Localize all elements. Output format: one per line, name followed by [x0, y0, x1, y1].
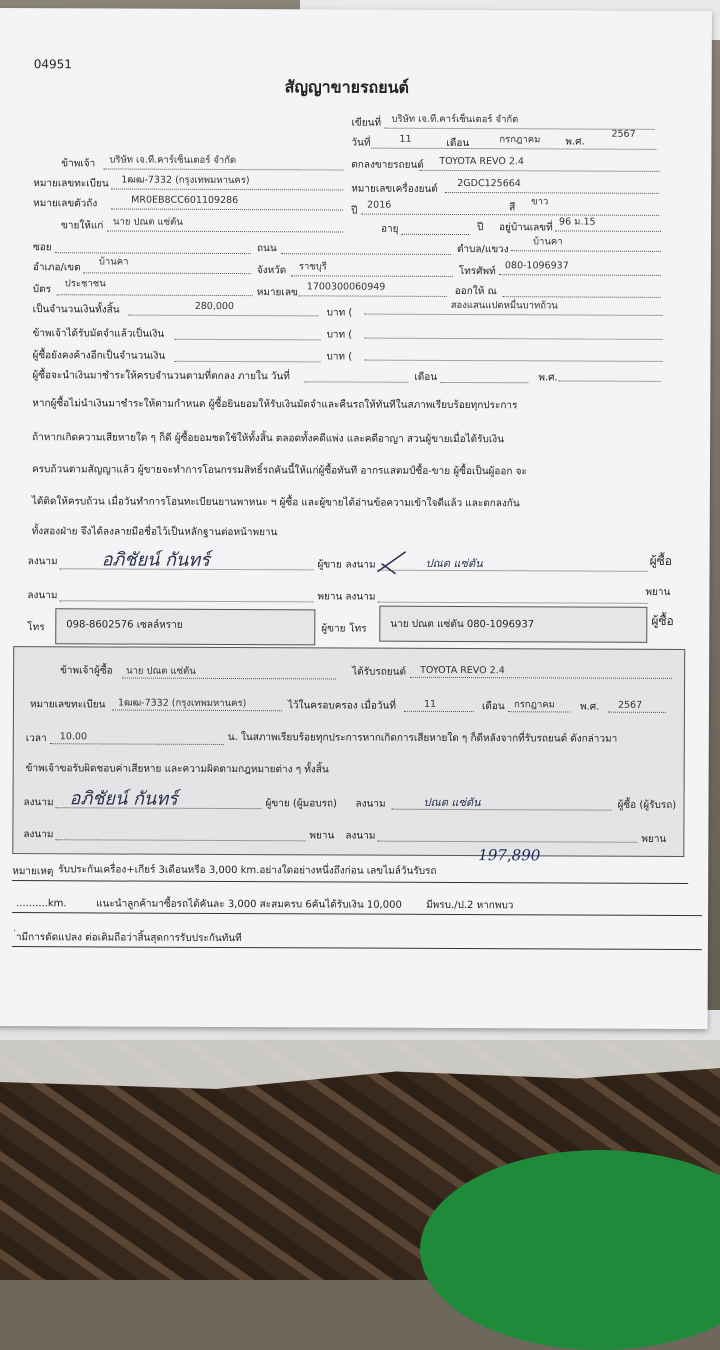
remarks-line-2c: มีพรบ./ป.2 หากพบว: [426, 899, 514, 912]
phone-label-2: โทร: [349, 623, 367, 635]
rule: [55, 252, 251, 254]
time-label: เวลา: [25, 733, 47, 745]
rule: [12, 880, 688, 884]
agree-sell-label: ตกลงขายรถยนต์: [351, 159, 424, 171]
possess-label: ไว้ในครอบครอง เมื่อวันที่: [287, 700, 396, 712]
buyer-value: นาย ปณต แซ่ตัน: [113, 216, 183, 228]
color-label: สี: [509, 202, 516, 214]
contract-document: [0, 8, 712, 1029]
day-label: วันที่: [351, 137, 371, 149]
rule: [419, 170, 659, 172]
mileage-handwritten: 197,890: [478, 846, 541, 865]
time-value: 10.00: [59, 731, 88, 743]
doc-number: 04951: [33, 57, 72, 72]
witness-label: พยาน: [317, 591, 343, 603]
rule: [107, 230, 343, 232]
buyer-phone-box: [379, 606, 647, 643]
house-value: 96 ม.15: [559, 216, 596, 228]
rule: [103, 168, 343, 170]
month-value: กรกฎาคม: [499, 134, 541, 146]
rule: [377, 602, 647, 604]
soi-label: ซอย: [32, 242, 52, 254]
receipt-seller-signature: อภิชัยน์ กันทร์: [69, 788, 178, 810]
pay-label: ผู้ซื้อจะนำเงินมาชำระให้ครบจำนวนตามที่ตกลง ภายใน วันที่: [32, 370, 290, 383]
receipt-month-label: เดือน: [481, 701, 505, 713]
rule: [55, 839, 305, 841]
receipt-sign-label: ลงนาม: [23, 797, 54, 809]
rule: [410, 677, 672, 679]
total-words: สองแสนแปดหมื่นบาทถ้วน: [450, 299, 558, 312]
rule: [378, 570, 648, 572]
remarks-line-3: ่ามีการดัดแปลง ต่อเติมถือว่าสิ้นสุดการรับประกันทันที: [15, 932, 242, 945]
rule: [365, 314, 663, 316]
receipt-text-1: น. ในสภาพเรียบร้อยทุกประการหากเกิดการเสียหายใด ๆ ก็ดีหลังจากที่รับรถยนต์ ดังกล่าวมา: [227, 732, 618, 745]
written-at-label: เขียนที่: [351, 117, 382, 129]
receipt-buyer: นาย ปณต แซ่ตัน: [126, 665, 196, 677]
me-value: บริษัท เจ.ที.คาร์เซ็นเตอร์ จำกัด: [109, 154, 237, 167]
total-value: 280,000: [194, 300, 235, 313]
rule: [291, 275, 453, 277]
year-value: 2567: [611, 128, 636, 140]
rule: [83, 272, 251, 274]
house-label: อยู่บ้านเลขที่: [499, 222, 553, 234]
receipt-witness-label: พยาน: [309, 830, 335, 842]
subdistrict-label: ตำบล/แขวง: [456, 243, 509, 256]
rule: [299, 295, 447, 297]
receipt-sign-label-3: ลงนาม: [23, 829, 54, 841]
receipt-plate: 1ฒฒ-7332 (กรุงเทพมหานคร): [117, 697, 247, 710]
sign-label-2: ลงนาม: [345, 559, 376, 571]
sign-label-3: ลงนาม: [27, 590, 58, 602]
receipt-day: 11: [423, 698, 437, 710]
receipt-witness-label-2: พยาน: [641, 833, 667, 845]
year2-label: พ.ศ.: [538, 372, 558, 384]
buyer-label: ขายให้แก่: [61, 220, 104, 232]
phone-value: 080-1096937: [504, 260, 569, 272]
body-line-3: ครบถ้วนตามสัญญาแล้ว ผู้ขายจะทำการโอนกรรมสิทธิ์รถคันนี้ให้แก่ผู้ซื้อทันที อากรแสตมป์ซื้อ-ขาย ผู้ซื้อเป็นผู้ออก จะ: [31, 464, 527, 478]
remarks-km: ..........km.: [16, 898, 67, 910]
rule: [508, 711, 570, 712]
me-label: ข้าพเจ้า: [61, 158, 96, 170]
baht-label-2: บาท (: [326, 329, 353, 341]
card-value: ประชาชน: [64, 278, 106, 290]
page-title: สัญญาขายรถยนต์: [284, 77, 409, 97]
buyer-label-2: ผู้ซื้อ: [651, 613, 674, 628]
rule: [304, 381, 408, 382]
receipt-car: TOYOTA REVO 2.4: [420, 664, 505, 677]
rule: [404, 711, 474, 712]
rule: [511, 250, 661, 252]
body-line-4: ได้ติดให้ครบถ้วน เมื่อวันทำการโอนทะเบียนยานพาหนะ ฯ ผู้ซื้อ และผู้ขายได้อ่านข้อความเข้าใจดีแล้ว และตกลงกัน: [31, 496, 520, 510]
buyer-phone: นาย ปณต แซ่ตัน 080-1096937: [390, 618, 535, 631]
month-label: เดือน: [446, 137, 470, 150]
seller-label: ผู้ขาย: [317, 559, 342, 571]
plate-label: หมายเลขทะเบียน: [33, 178, 109, 190]
car-year-label: ปี: [351, 205, 358, 217]
engine-label: หมายเลขเครื่องยนต์: [351, 183, 438, 195]
rule: [175, 339, 321, 341]
baht-label-3: บาท (: [326, 351, 353, 363]
year-label: พ.ศ.: [565, 136, 585, 148]
province-value: ราชบุรี: [298, 261, 327, 273]
rule: [440, 382, 528, 383]
body-line-2: ถ้าหากเกิดความเสียหายใด ๆ ก็ดี ผู้ซื้อยอมชดใช้ให้ทั้งสิ้น ตลอดทั้งคดีแพ่ง และคดีอาญา สวนผู้ขายเมื่อได้รับเงิน: [32, 432, 505, 446]
rule: [499, 274, 661, 276]
rule: [111, 188, 343, 190]
rule: [112, 709, 282, 711]
signature-stroke: [376, 546, 416, 576]
seller-label-2: ผู้ขาย: [321, 623, 346, 635]
issued-label: ออกให้ ณ: [454, 285, 497, 298]
rule: [12, 912, 702, 916]
district-value: บ้านคา: [98, 256, 129, 268]
remarks-line-1: รับประกันเครื่อง+เกียร์ 3เดือนหรือ 3,000 km.อย่างใดอย่างหนึ่งถึงก่อน เลขไมล์วันรับรถ: [58, 864, 437, 877]
card-label: บัตร: [32, 284, 52, 296]
deposit-label: ข้าพเจ้าได้รับมัดจำแล้วเป็นเงิน: [32, 328, 165, 340]
road-label: ถนน: [256, 243, 277, 255]
engine-value: 2GDC125664: [457, 177, 521, 190]
written-at: บริษัท เจ.ที.คาร์เซ็นเตอร์ จำกัด: [391, 113, 519, 126]
total-label: เป็นจำนวนเงินทั้งสิ้น: [32, 304, 120, 316]
receipt-sign-label-4: ลงนาม: [345, 830, 376, 842]
me-buyer-label: ข้าพเจ้าผู้ซื้อ: [60, 665, 113, 677]
rule: [174, 361, 320, 363]
car-year: 2016: [367, 199, 392, 211]
plate-value: 1ฒฒ-7332 (กรุงเทพมหานคร): [121, 174, 250, 187]
rule: [50, 743, 224, 745]
seller-signature: อภิชัยน์ กันทร์: [101, 549, 210, 571]
phone-label: โทร: [27, 622, 45, 634]
rule: [608, 712, 666, 713]
chassis-label: หมายเลขตัวถัง: [33, 198, 98, 210]
sign-label-4: ลงนาม: [345, 591, 376, 603]
received-label: ได้รับรถยนต์: [352, 666, 406, 678]
receipt-month: กรกฎาคม: [513, 699, 555, 711]
seller-phone: 098-8602576 เซลล์หราย: [66, 619, 183, 631]
rule: [361, 214, 659, 216]
baht-label: บาท (: [326, 307, 353, 319]
remaining-label: ผู้ซื้อยังคงค้างอีกเป็นจำนวนเงิน: [32, 350, 166, 362]
rule: [122, 678, 336, 680]
color-value: ขาว: [531, 196, 549, 208]
rule: [445, 192, 659, 194]
body-line-5: ทั้งสองฝ่าย จึงได้ลงลายมือชื่อไว้เป็นหลักฐานต่อหน้าพยาน: [31, 526, 278, 539]
rule: [57, 294, 253, 296]
rule: [371, 148, 656, 150]
receipt-text-2: ข้าพเจ้าขอรับผิดชอบค่าเสียหาย และความผิดตามกฎหมายต่าง ๆ ทั้งสิ้น: [25, 763, 329, 776]
rule: [555, 230, 661, 231]
buyer-label: ผู้ซื้อ: [649, 553, 673, 568]
receipt-box: [12, 646, 685, 857]
rule: [12, 946, 702, 950]
rule: [377, 841, 637, 843]
seller-phone-box: [55, 608, 315, 645]
remarks-line-2: แนะนำลูกค้ามาซื้อรถได้คันละ 3,000 สะสมครบ 6คันได้รับเงิน 10,000: [96, 898, 402, 911]
phone-label: โทรศัพท์: [458, 266, 496, 278]
rule: [111, 208, 343, 210]
subdistrict-value: บ้านคา: [532, 236, 563, 248]
remarks-label: หมายเหตุ: [12, 866, 54, 878]
receipt-year-label: พ.ศ.: [579, 701, 600, 713]
month2-label: เดือน: [414, 371, 438, 383]
receipt-buyer-signature: ปณต แซ่ตัน: [423, 795, 481, 810]
seller-role: ผู้ขาย (ผู้มอบรถ): [265, 798, 337, 810]
rule: [281, 253, 451, 255]
rule: [129, 315, 319, 317]
car-model: TOYOTA REVO 2.4: [439, 155, 525, 168]
chassis-value: MR0EB8CC601109286: [131, 194, 239, 207]
rule: [558, 380, 660, 381]
buyer-signature: ปณต แซ่ตัน: [425, 556, 483, 571]
rule: [59, 600, 313, 602]
receipt-year: 2567: [617, 699, 643, 711]
receipt-plate-label: หมายเลขทะเบียน: [29, 699, 106, 711]
card-no-label: หมายเลข: [256, 287, 298, 299]
age-label: อายุ: [381, 223, 399, 235]
day-value: 11: [399, 133, 412, 145]
rule: [503, 296, 661, 298]
buyer-role: ผู้ซื้อ (ผู้รับรถ): [617, 799, 677, 811]
district-label: อำเภอ/เขต: [32, 262, 81, 274]
rule: [401, 234, 469, 235]
years-label: ปี: [477, 222, 484, 234]
body-line-1: หากผู้ซื้อไม่นำเงินมาชำระให้ตามกำหนด ผู้ซื้อยินยอมให้รับเงินมัดจำและคืนรถให้ทันทีในสภาพเรียบร้อยทุกประการ: [32, 398, 518, 412]
rule: [365, 338, 663, 340]
witness-label-2: พยาน: [645, 586, 671, 598]
card-no-value: 1700300060949: [306, 281, 386, 293]
receipt-sign-label-2: ลงนาม: [355, 798, 386, 810]
province-label: จังหวัด: [256, 265, 287, 277]
sign-label: ลงนาม: [27, 556, 58, 568]
rule: [364, 360, 662, 362]
